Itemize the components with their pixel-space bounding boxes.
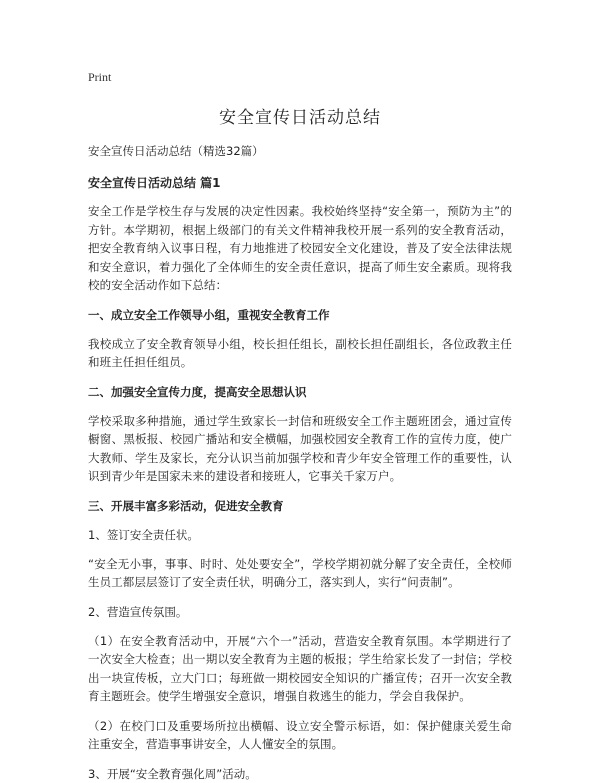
list-item-2: 2、营造宣传氛围。 xyxy=(88,604,188,619)
list-item-3: 3、开展“安全教育强化周”活动。 xyxy=(88,766,257,781)
section-heading-1: 一、成立安全工作领导小组，重视安全教育工作 xyxy=(88,307,330,322)
article-heading: 安全宣传日活动总结 篇1 xyxy=(88,176,221,190)
list-item-1-text: “安全无小事，事事、时时、处处要安全”，学校学期初就分解了安全责任，全校师生员工都层层签订了安全责任状，明确分工，落实到人，实行“问责制”。 xyxy=(88,556,512,589)
section-2-paragraph: 学校采取多种措施，通过学生致家长一封信和班级安全工作主题班团会，通过宣传橱窗、黑板报、校园广播站和安全横幅，加强校园安全教育工作的宣传力度，使广大教师、学生及家长，充分认识当前加强学校和青少年安全管理工作的重要性，认识到青少年是国家未来的建设者和接班人，它事关千家万户。 xyxy=(88,413,512,483)
list-item-2-sub-2: （2）在校门口及重要场所拉出横幅、设立安全警示标语，如：保护健康关爱生命注重安全，营造事事讲安全，人人懂安全的氛围。 xyxy=(88,718,512,751)
section-heading-3: 三、开展丰富多彩活动，促进安全教育 xyxy=(88,498,284,513)
page-title: 安全宣传日活动总结 xyxy=(219,108,381,128)
document-subtitle: 安全宣传日活动总结（精选32篇） xyxy=(88,144,264,158)
list-item-2-sub-1: （1）在安全教育活动中，开展“六个一”活动，营造安全教育氛围。本学期进行了一次安全大检查；出一期以安全教育为主题的板报；学生给家长发了一封信；学校出一块宣传板，立大门口；每班做一期校园安全知识的广播宣传；召开一次安全教育主题班会。使学生增强安全意识，增强自救逃生的能力，学会自我保护。 xyxy=(88,633,512,703)
list-item-1: 1、签订安全责任状。 xyxy=(88,527,199,542)
print-label[interactable]: Print xyxy=(88,70,112,84)
intro-paragraph: 安全工作是学校生存与发展的决定性因素。我校始终坚持“安全第一，预防为主”的方针。本学期初，根据上级部门的有关文件精神我校开展一系列的安全教育活动，把安全教育纳入议事日程，有力地推进了校园安全文化建设，普及了安全法律法规和安全意识，着力强化了全体师生的安全责任意识，提高了师生安全素质。现将我校的安全活动作如下总结： xyxy=(88,204,512,292)
section-heading-2: 二、加强安全宣传力度，提高安全思想认识 xyxy=(88,384,307,399)
section-1-paragraph: 我校成立了安全教育领导小组，校长担任组长，副校长担任副组长，各位政教主任和班主任担任组员。 xyxy=(88,336,512,369)
